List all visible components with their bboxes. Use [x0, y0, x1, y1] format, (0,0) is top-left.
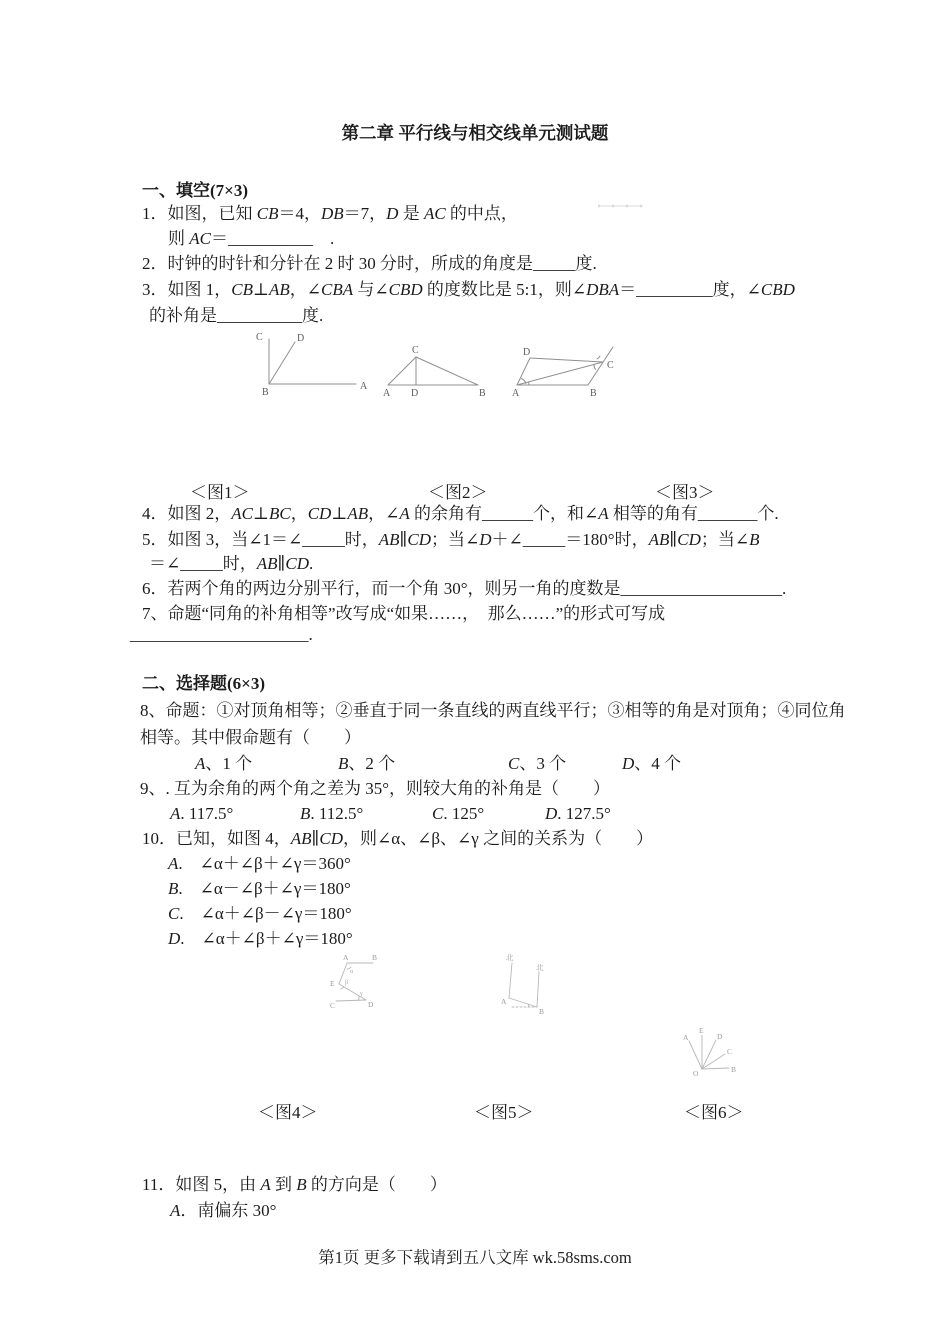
figure-5 — [501, 952, 544, 1016]
fig6-label-a: A — [683, 1033, 689, 1042]
figure-q1-segment — [596, 200, 646, 212]
question-11: 11．如图 5，由 A 到 B 的方向是（ ） — [142, 1175, 447, 1194]
question-8-option-a: A、1 个 — [195, 754, 253, 773]
figures-1-2-3 — [240, 328, 640, 403]
fig2-label-d: D — [411, 388, 419, 399]
question-8-option-d: D、4 个 — [622, 754, 682, 773]
fig6-label-b: B — [731, 1065, 737, 1074]
fig2-label-a: A — [383, 388, 391, 399]
figure-6-caption: ＜图6＞ — [684, 1103, 744, 1122]
page-footer: 第1页 更多下载请到五八文库 wk.58sms.com — [318, 1248, 632, 1267]
section-choice-heading: 二、选择题(6×3) — [142, 674, 266, 693]
question-8-line-1: 8、命题：①对顶角相等；②垂直于同一条直线的两直线平行；③相等的角是对顶角；④同位角 — [140, 701, 846, 720]
figure-2 — [383, 345, 486, 399]
figure-4-caption: ＜图4＞ — [258, 1103, 318, 1122]
fig4-label-d: D — [368, 1000, 374, 1009]
figure-5-caption: ＜图5＞ — [474, 1103, 534, 1122]
figure-1-caption: ＜图1＞ — [190, 483, 250, 502]
fig3-label-a: A — [512, 388, 520, 399]
question-10-option-a: A. ∠α＋∠β＋∠γ＝360° — [168, 854, 351, 873]
question-9-option-a: A. 117.5° — [170, 804, 234, 823]
question-3-line-1: 3．如图 1，CB⊥AB，∠CBA 与∠CBD 的度数比是 5:1，则∠DBA＝_________度，∠CBD — [142, 280, 795, 299]
fig5-label-b: B — [539, 1007, 545, 1016]
fig4-angle-beta: β — [345, 980, 349, 986]
figure-4 — [330, 953, 377, 1010]
page-title: 第二章 平行线与相交线单元测试题 — [341, 123, 609, 143]
question-10-option-d: D. ∠α＋∠β＋∠γ＝180° — [168, 929, 353, 948]
question-7-answer-blank: _____________________. — [130, 625, 313, 644]
fig4-label-c: C — [330, 1001, 336, 1010]
fig1-label-c: C — [256, 332, 263, 343]
question-6: 6．若两个角的两边分别平行，而一个角 30°，则另一角的度数是___________________. — [142, 579, 787, 598]
question-10-option-b: B. ∠α－∠β＋∠γ＝180° — [168, 879, 351, 898]
question-4: 4．如图 2，AC⊥BC，CD⊥AB，∠A 的余角有______个，和∠A 相等的角有_______个. — [142, 504, 779, 523]
fig4-label-a: A — [343, 953, 349, 962]
fig4-angle-gamma: γ — [360, 991, 363, 997]
fig3-label-b: B — [590, 388, 597, 399]
question-10-option-c: C. ∠α＋∠β－∠γ＝180° — [168, 904, 352, 923]
question-3-line-2: 的补角是__________度. — [149, 306, 324, 325]
fig5-label-north-a: 北 — [506, 953, 514, 962]
figure-6 — [683, 1026, 736, 1078]
question-8-option-c: C、3 个 — [508, 754, 567, 773]
fig6-label-o: O — [693, 1069, 699, 1078]
fig1-label-a: A — [360, 381, 368, 392]
figure-1 — [256, 332, 368, 398]
fig4-label-b: B — [372, 953, 378, 962]
question-11-option-a: A．南偏东 30° — [170, 1201, 277, 1220]
fig1-label-d: D — [297, 333, 305, 344]
question-8-option-b: B、2 个 — [338, 754, 396, 773]
fig4-label-e: E — [330, 979, 335, 988]
question-7-line-1: 7、命题“同角的补角相等”改写成“如果……， 那么……”的形式可写成 — [142, 604, 666, 623]
fig5-label-north-b: 北 — [536, 963, 544, 972]
question-9: 9、. 互为余角的两个角之差为 35°，则较大角的补角是（ ） — [140, 779, 611, 798]
section-fill-in-heading: 一、填空(7×3) — [142, 181, 249, 200]
question-9-option-c: C. 125° — [432, 804, 485, 823]
question-1-line-2: 则 AC＝__________ . — [168, 229, 335, 248]
fig6-label-e: E — [699, 1026, 704, 1035]
question-5-line-2: ＝∠_____时，AB∥CD. — [149, 554, 314, 573]
question-10: 10．已知，如图 4，AB∥CD，则∠α、∠β、∠γ 之间的关系为（ ） — [142, 829, 654, 848]
fig2-label-b: B — [479, 388, 486, 399]
question-2: 2．时钟的时针和分针在 2 时 30 分时，所成的角度是_____度. — [142, 254, 597, 273]
figure-3 — [512, 347, 614, 399]
question-9-option-d: D. 127.5° — [545, 804, 611, 823]
question-1-line-1: 1．如图，已知 CB＝4，DB＝7，D 是 AC 的中点， — [142, 204, 518, 223]
fig2-label-c: C — [412, 345, 419, 356]
question-9-option-b: B. 112.5° — [300, 804, 364, 823]
fig6-label-c: C — [727, 1047, 733, 1056]
question-5-line-1: 5．如图 3，当∠1＝∠_____时，AB∥CD；当∠D＋∠_____＝180°时，AB∥CD；当∠B — [142, 530, 760, 549]
fig5-label-a: A — [501, 997, 507, 1006]
fig3-label-c: C — [607, 360, 614, 371]
fig4-angle-alpha: α — [350, 969, 354, 975]
fig3-label-d: D — [523, 347, 531, 358]
question-8-line-2: 相等。其中假命题有（ ） — [140, 728, 361, 747]
figures-4-5-6 — [320, 950, 740, 1080]
fig6-label-d: D — [717, 1032, 723, 1041]
figure-2-caption: ＜图2＞ — [428, 483, 488, 502]
figure-3-caption: ＜图3＞ — [655, 483, 715, 502]
fig1-label-b: B — [262, 387, 269, 398]
